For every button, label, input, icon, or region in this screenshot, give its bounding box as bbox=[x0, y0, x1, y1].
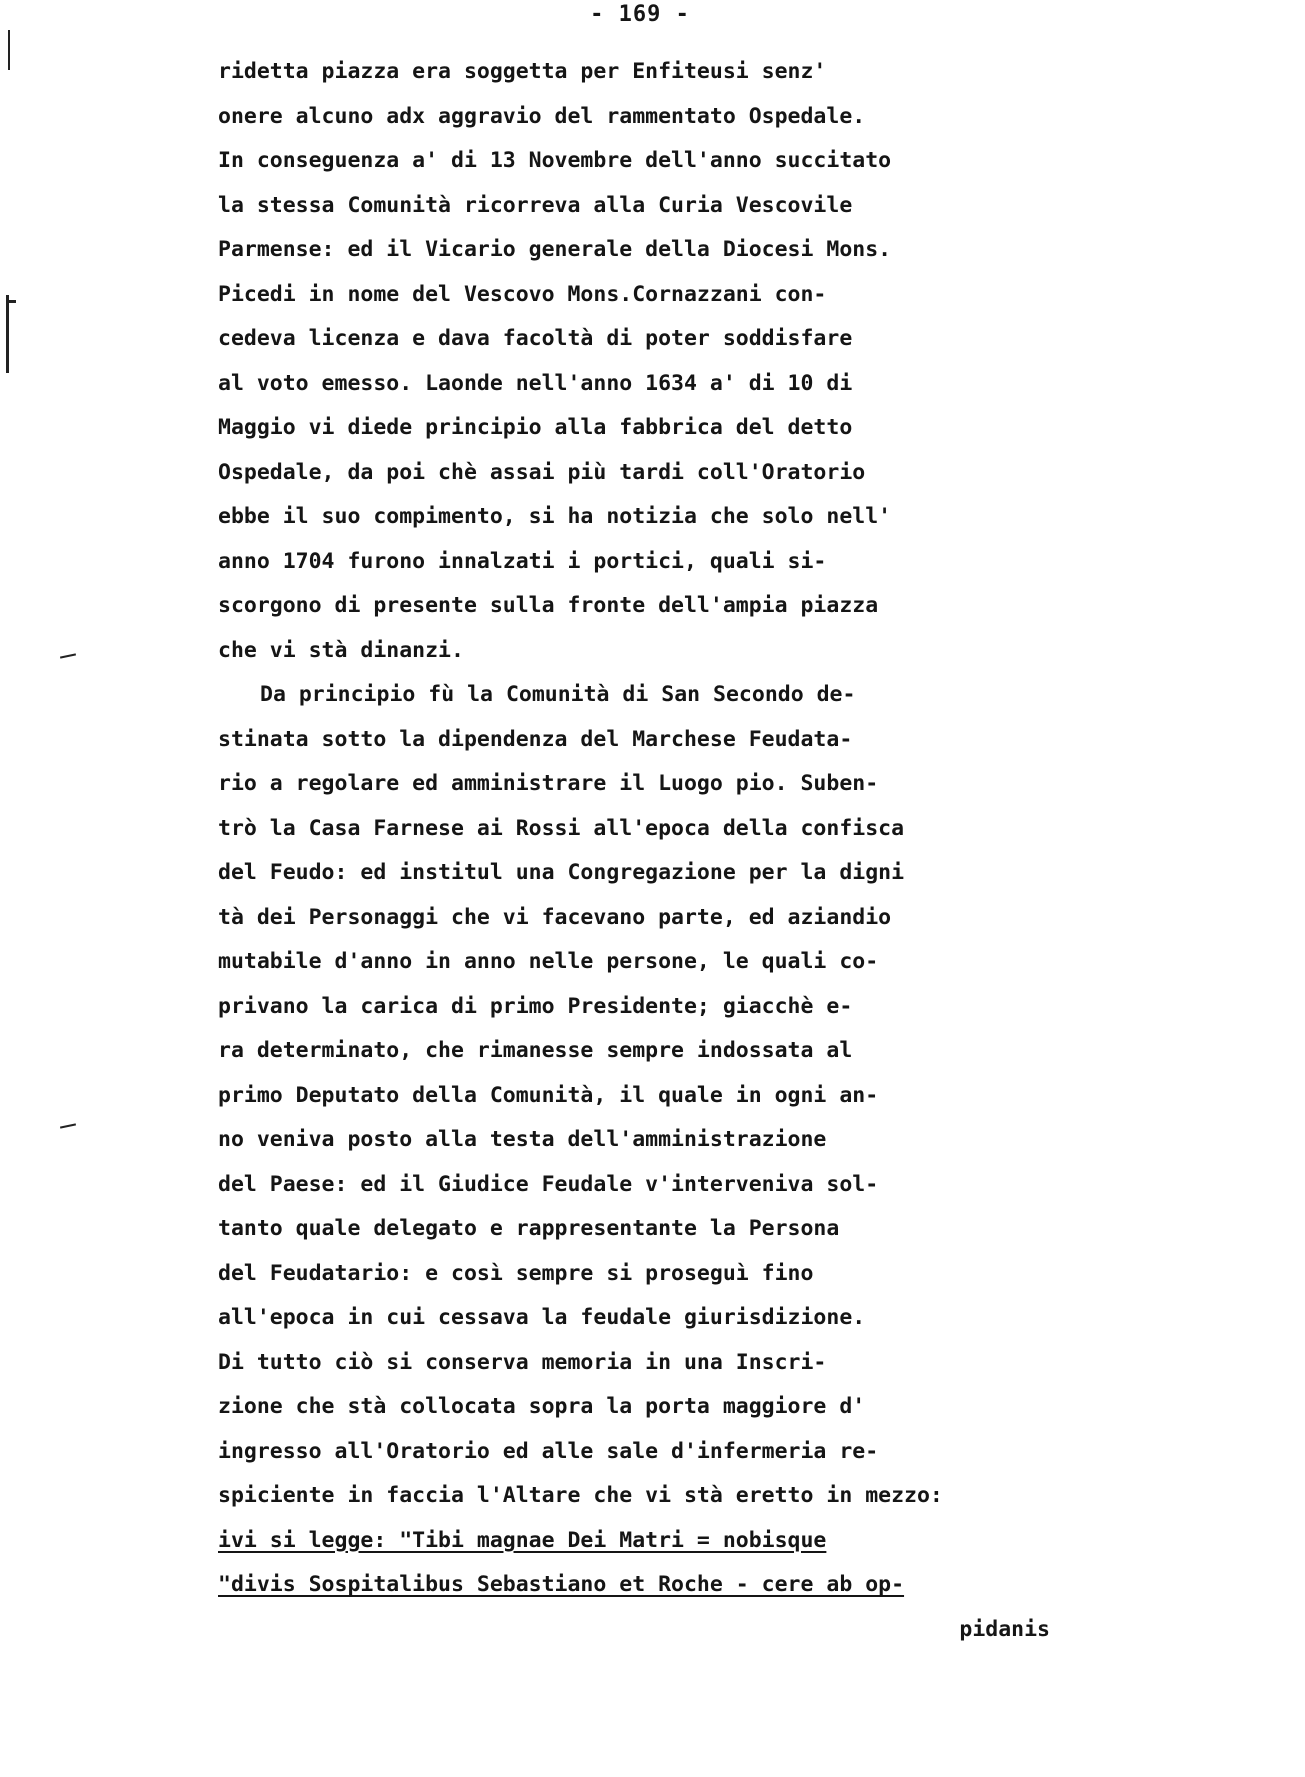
text-line: del Feudo: ed institul una Congregazione per la digni bbox=[218, 860, 905, 885]
text-line: cedeva licenza e dava facoltà di poter soddisfare bbox=[218, 326, 853, 351]
text-line: del Feudatario: e così sempre si proseguì fino bbox=[218, 1260, 814, 1286]
scan-dash-mark bbox=[60, 653, 76, 658]
scan-edge-mark bbox=[6, 300, 16, 303]
scan-dash-mark bbox=[60, 1123, 76, 1128]
document-body bbox=[218, 50, 1098, 1652]
text-line: Di tutto ciò si conserva memoria in una Inscri- bbox=[218, 1349, 827, 1375]
text-line: Ospedale, da poi chè assai più tardi coll'Oratorio bbox=[218, 459, 866, 485]
scan-edge-mark bbox=[6, 295, 9, 373]
text-line: all'epoca in cui cessava la feudale giurisdizione. bbox=[218, 1305, 866, 1330]
text-line: spiciente in faccia l'Altare che vi stà eretto in mezzo: bbox=[218, 1483, 943, 1508]
text-line: rio a regolare ed amministrare il Luogo pio. Suben- bbox=[218, 771, 879, 796]
text-line: stinata sotto la dipendenza del Marchese Feudata- bbox=[218, 726, 853, 752]
catchword: pidanis bbox=[959, 1616, 1050, 1642]
text-line: la stessa Comunità ricorreva alla Curia Vescovile bbox=[218, 192, 853, 218]
text-line: al voto emesso. Laonde nell'anno 1634 a' di 10 di bbox=[218, 370, 853, 396]
text-line: Maggio vi diede principio alla fabbrica del detto bbox=[218, 415, 853, 440]
page-number: - 169 - bbox=[590, 2, 690, 27]
text-line: del Paese: ed il Giudice Feudale v'interveniva sol- bbox=[218, 1171, 879, 1197]
text-line: ebbe il suo compimento, si ha notizia che solo nell' bbox=[218, 504, 892, 529]
text-line: trò la Casa Farnese ai Rossi all'epoca della confisca bbox=[218, 815, 905, 841]
inscription-quote-line: "divis Sospitalibus Sebastiano et Roche - cere ab op- bbox=[218, 1572, 905, 1597]
text-line: Parmense: ed il Vicario generale della Diocesi Mons. bbox=[218, 237, 892, 262]
text-line: ra determinato, che rimanesse sempre indossata al bbox=[218, 1038, 853, 1063]
inscription-quote-line: ivi si legge: "Tibi magnae Dei Matri = nobisque bbox=[218, 1527, 827, 1553]
text-line: onere alcuno adx aggravio del rammentato Ospedale. bbox=[218, 103, 866, 129]
text-line: privano la carica di primo Presidente; giacchè e- bbox=[218, 993, 853, 1019]
text-line: ridetta piazza era soggetta per Enfiteusi senz' bbox=[218, 59, 827, 84]
text-line: anno 1704 furono innalzati i portici, quali si- bbox=[218, 548, 827, 574]
paragraph-first-line: Da principio fù la Comunità di San Secondo de- bbox=[260, 682, 856, 707]
text-line: mutabile d'anno in anno nelle persone, le quali co- bbox=[218, 949, 879, 974]
text-line: tanto quale delegato e rappresentante la Persona bbox=[218, 1216, 840, 1241]
scan-edge-mark bbox=[8, 30, 10, 70]
text-line: primo Deputato della Comunità, il quale in ogni an- bbox=[218, 1082, 879, 1108]
text-line: scorgono di presente sulla fronte dell'ampia piazza bbox=[218, 593, 879, 618]
text-line: ingresso all'Oratorio ed alle sale d'infermeria re- bbox=[218, 1438, 879, 1464]
text-line: zione che stà collocata sopra la porta maggiore d' bbox=[218, 1394, 866, 1419]
text-line: no veniva posto alla testa dell'amministrazione bbox=[218, 1127, 827, 1152]
text-line: che vi stà dinanzi. bbox=[218, 637, 464, 663]
text-line: Picedi in nome del Vescovo Mons.Cornazzani con- bbox=[218, 281, 827, 307]
text-line: In conseguenza a' di 13 Novembre dell'anno succitato bbox=[218, 148, 892, 173]
text-line: tà dei Personaggi che vi facevano parte, ed aziandio bbox=[218, 904, 892, 930]
